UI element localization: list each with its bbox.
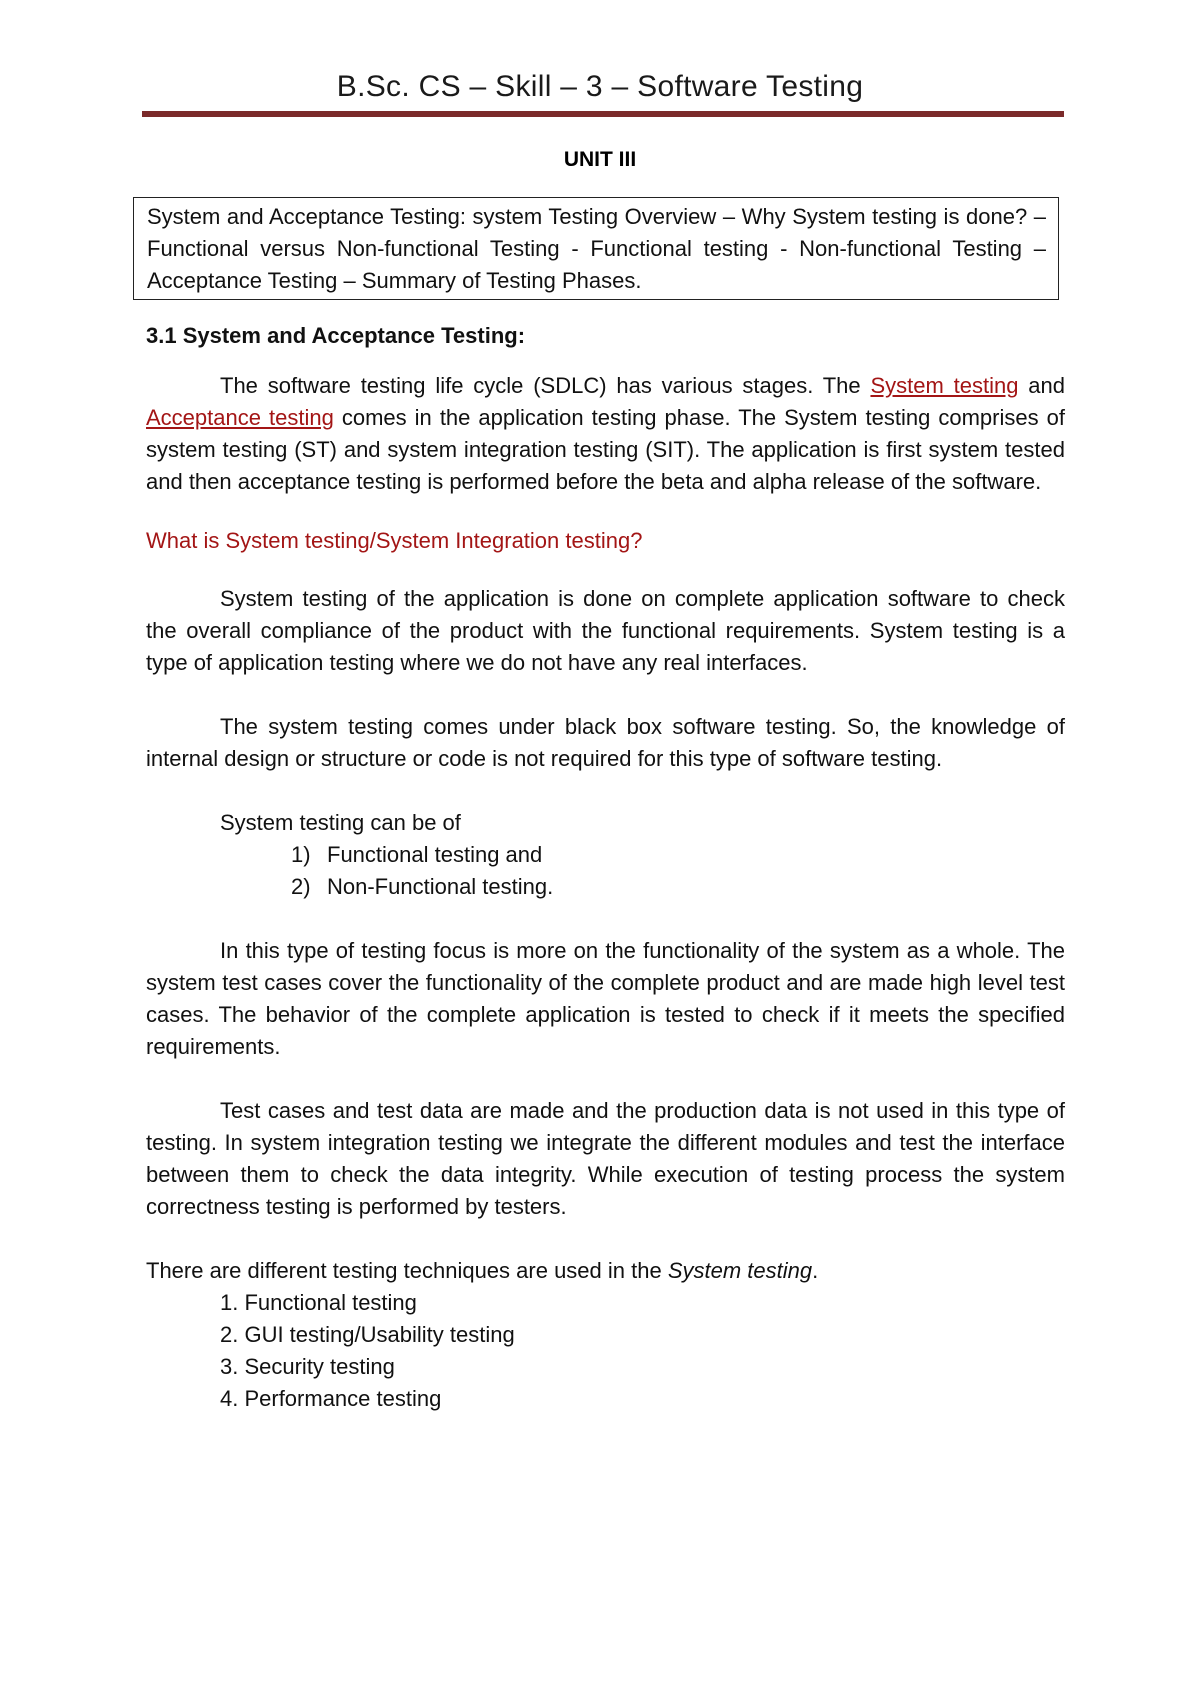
techniques-intro: There are different testing techniques are used in the System testing.: [146, 1258, 819, 1283]
paragraph-2: The system testing comes under black box software testing. So, the knowledge of internal design or structure or code is not required for this type of software testing.: [146, 714, 1065, 771]
list-item: 1. Functional testing: [220, 1290, 417, 1315]
paragraph-3: In this type of testing focus is more on the functionality of the system as a whole. The system test cases cover the functionality of the complete product and are made high level test cases. The behavior of the complete application is tested to check if it meets the specified requirements.: [146, 938, 1065, 1059]
paragraph-1: System testing of the application is done on complete application software to check the overall compliance of the product with the functional requirements. System testing is a type of application testing where we do not have any real interfaces.: [146, 586, 1065, 675]
header-rule: [142, 111, 1064, 117]
main-content: [146, 320, 1065, 1415]
syllabus-box: System and Acceptance Testing: system Testing Overview – Why System testing is done? – Functional versus Non-functional Testing - Functional testing - Non-functional Testing – Acceptance Testing – Summary of Testing Phases.: [133, 197, 1059, 300]
unit-title: UNIT III: [563, 148, 637, 171]
list-item: 2. GUI testing/Usability testing: [220, 1322, 515, 1347]
acceptance-testing-link[interactable]: Acceptance testing: [146, 405, 334, 430]
page-header-title: B.Sc. CS – Skill – 3 – Software Testing: [336, 70, 864, 103]
list-item: 3. Security testing: [220, 1354, 395, 1379]
list-item: 1) Functional testing and: [291, 842, 543, 867]
paragraph-4: Test cases and test data are made and the production data is not used in this type of testing. In system integration testing we integrate the different modules and test the interface between them to check the data integrity. While execution of testing process the system correctness testing is performed by testers.: [146, 1098, 1065, 1219]
intro-text-2: and: [1018, 373, 1065, 398]
section-heading: 3.1 System and Acceptance Testing:: [146, 323, 526, 348]
list-item: 4. Performance testing: [220, 1386, 442, 1411]
types-intro: System testing can be of: [220, 810, 461, 835]
techniques-list: [146, 1287, 1065, 1415]
intro-paragraph: [146, 370, 1065, 498]
intro-text-3: comes in the application testing phase. The System testing comprises of system testing (ST) and system integration testing (SIT). The application is first system tested and then acceptance testing is performed before the beta and alpha release of the software.: [146, 405, 1065, 494]
subheading-system-testing: What is System testing/System Integration testing?: [146, 528, 643, 553]
intro-text-1: The software testing life cycle (SDLC) has various stages. The: [220, 373, 871, 398]
system-testing-emphasis: System testing: [667, 1258, 813, 1283]
types-list: [146, 839, 1065, 903]
system-testing-link[interactable]: System testing: [870, 373, 1019, 398]
list-item: 2) Non-Functional testing.: [291, 874, 554, 899]
